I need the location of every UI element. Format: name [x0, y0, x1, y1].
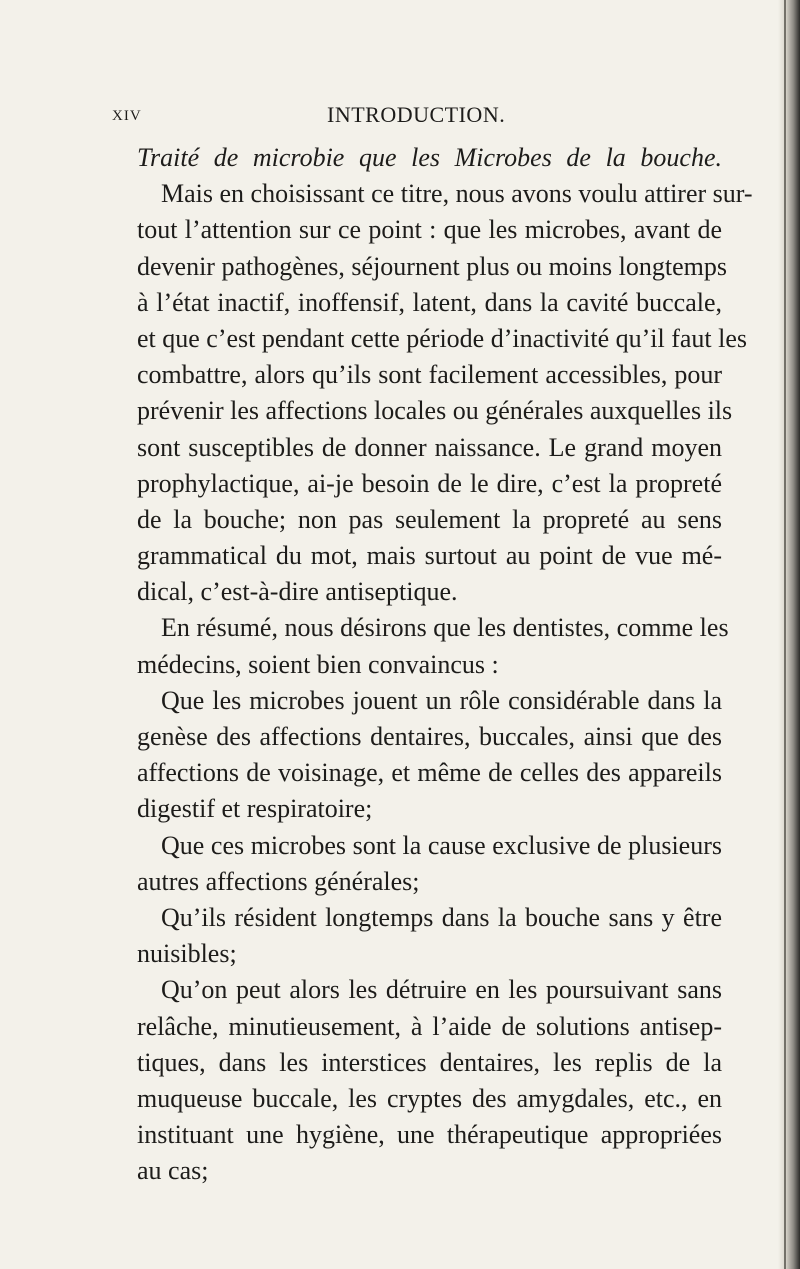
page-number: XIV — [112, 108, 142, 124]
text-line-18: affections de voisinage, et même de celles des appareils — [137, 758, 722, 788]
text-line-15: médecins, soient bien convaincus : — [137, 649, 499, 679]
text-line-23: nuisibles; — [137, 939, 237, 969]
text-line-16: Que les microbes jouent un rôle considérable dans la — [161, 685, 722, 715]
text-line-21: autres affections générales; — [137, 866, 420, 896]
text-line-4: devenir pathogènes, séjournent plus ou moins longtemps — [137, 251, 727, 281]
text-line-1: Traité de microbie que les Microbes de la bouche. — [137, 143, 722, 172]
text-line-20: Que ces microbes sont la cause exclusive de plusieurs — [161, 830, 722, 860]
text-line-26: tiques, dans les interstices dentaires, les replis de la — [137, 1047, 722, 1077]
body-text — [137, 140, 753, 1189]
text-line-19: digestif et respiratoire; — [137, 794, 373, 824]
text-line-9: sont susceptibles de donner naissance. Le grand moyen — [137, 432, 722, 462]
text-line-7: combattre, alors qu’ils sont facilement accessibles, pour — [137, 360, 722, 390]
text-line-8: prévenir les affections locales ou générales auxquelles ils — [137, 396, 733, 426]
text-line-29: au cas; — [137, 1156, 209, 1186]
text-line-17: genèse des affections dentaires, buccales, ainsi que des — [137, 722, 722, 751]
text-line-5: à l’état inactif, inoffensif, latent, dans la cavité buccale, — [137, 287, 722, 317]
text-line-12: grammatical du mot, mais surtout au point de vue mé- — [137, 541, 722, 571]
text-line-6: et que c’est pendant cette période d’inactivité qu’il faut les — [137, 323, 748, 353]
page-edge-shadow — [778, 0, 800, 1269]
text-line-13: dical, c’est-à-dire antiseptique. — [137, 577, 458, 607]
text-line-11: de la bouche; non pas seulement la propreté au sens — [137, 504, 722, 534]
page-edge-line — [784, 0, 786, 1269]
text-line-27: muqueuse buccale, les cryptes des amygdales, etc., en — [137, 1083, 722, 1113]
text-line-14: En résumé, nous désirons que les dentistes, comme les — [161, 613, 729, 643]
running-head — [112, 92, 712, 128]
text-line-24: Qu’on peut alors les détruire en les poursuivant sans — [161, 975, 722, 1005]
text-line-28: instituant une hygiène, une thérapeutique appropriées — [137, 1120, 722, 1150]
running-title: INTRODUCTION. — [327, 102, 506, 127]
text-line-3: tout l’attention sur ce point : que les microbes, avant de — [137, 215, 722, 245]
text-line-10: prophylactique, ai-je besoin de le dire, c’est la propreté — [137, 468, 722, 498]
text-line-2: Mais en choisissant ce titre, nous avons voulu attirer sur- — [161, 179, 753, 209]
text-line-25: relâche, minutieusement, à l’aide de solutions antisep- — [137, 1011, 722, 1041]
text-line-22: Qu’ils résident longtemps dans la bouche sans y être — [161, 902, 722, 932]
